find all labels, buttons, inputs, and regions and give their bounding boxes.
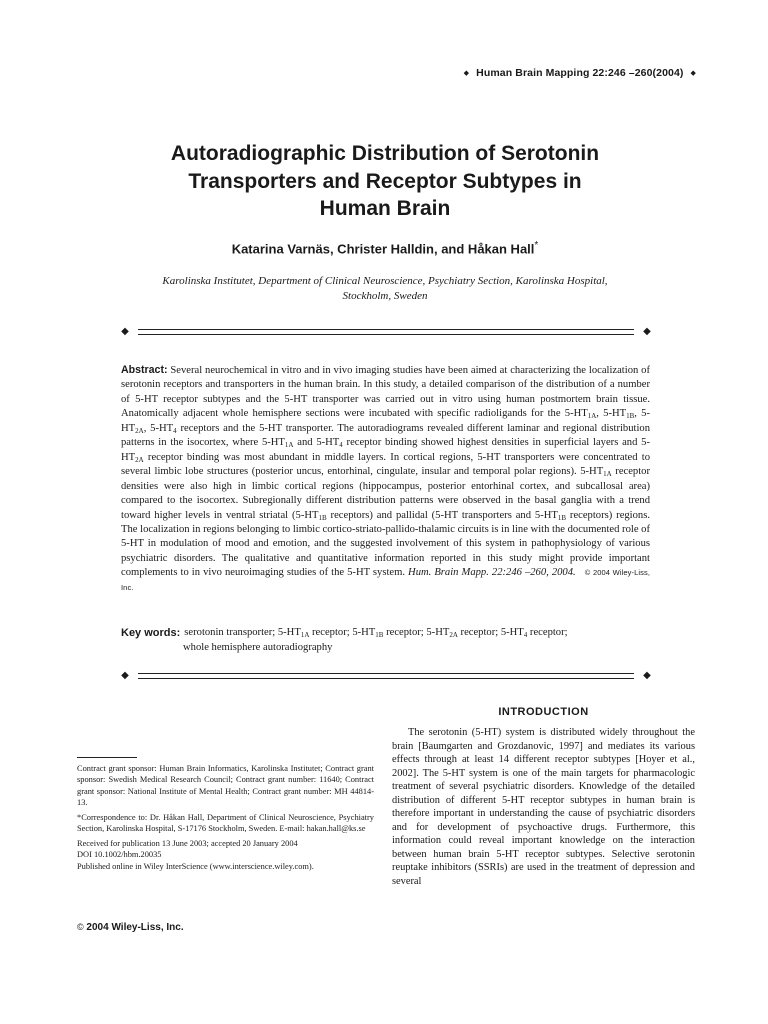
title-line: Autoradiographic Distribution of Serotonin: [170, 142, 600, 165]
author-list: [80, 240, 690, 256]
copyright-text: 2004 Wiley-Liss, Inc.: [86, 922, 184, 933]
affiliation-line: Stockholm, Sweden: [342, 290, 428, 302]
running-head: [464, 67, 696, 79]
corresponding-mark: *: [534, 240, 539, 251]
article-title: [80, 140, 690, 223]
subscript: 1B: [626, 412, 635, 421]
diamond-icon: ◆: [121, 326, 129, 337]
diamond-icon: ◆: [121, 670, 129, 681]
title-line: Transporters and Receptor Subtypes in: [188, 169, 582, 193]
abstract-label: Abstract:: [121, 364, 168, 376]
keywords: [121, 626, 650, 655]
affiliation: [110, 274, 660, 304]
subscript: 4: [173, 426, 177, 435]
diamond-icon: ◆: [643, 670, 651, 681]
subscript: 1B: [557, 513, 567, 522]
subscript: 2A: [135, 455, 144, 464]
diamond-icon: ◆: [690, 69, 696, 77]
abstract-text: Several neurochemical in vitro and in vivo imaging studies have been aimed at characterizing the localization of serotonin receptors and transporters in the human brain. In this study, a detailed comparison of the distribution of a number of 5-HT receptor subtypes and the 5-HT transporter was carried out in vitro using human postmortem brain tissue. Anatomically adjacent whole hemisphere sections were incubated with specific radioligands for the 5-HT: [121, 365, 650, 420]
separator-top: [120, 327, 652, 337]
online-publication: Published online in Wiley InterScience (www.interscience.wiley.com).: [77, 861, 314, 871]
double-rule: [138, 673, 634, 679]
diamond-icon: ◆: [463, 69, 470, 77]
abstract-text: , 5-HT: [596, 408, 627, 420]
abstract-text: receptors) regions. The localization in regions belonging to limbic cortico-striato-pallido-thalamic circuits is in line with the documented role of 5-HT in modulation of mood and emotion, and the suggested involvement of this system in pathophysiology of various psychiatric disorders. The qualitative and quantitative information reported in this study might provide important complements to in vivo neuroimaging studies of the 5-HT system.: [121, 509, 650, 579]
subscript: 4: [339, 441, 343, 450]
keywords-label: Key words:: [121, 627, 181, 639]
received-date: Received for publication 13 June 2003; accepted 20 January 2004: [77, 838, 298, 848]
keywords-text: serotonin transporter; $5-HT_{1A}$ receptor; $5-HT_{1B}$ receptor; $5-HT_{2A}$ receptor; $5-HT_4$ receptor;: [184, 627, 568, 639]
abstract-text: receptor densities were also high in limbic cortical regions (hippocampus, posterior entorhinal cortex, and subcallosal area) compared to the isocortex. Subregionally different distribution patterns were observed in the basal ganglia with a trend toward higher levels in ventral striatal (5-HT: [121, 466, 650, 521]
abstract-text: , 5-HT: [143, 422, 174, 434]
section-heading: INTRODUCTION: [498, 706, 589, 718]
abstract-text: receptors and the 5-HT transporter. The autoradiograms revealed different laminar and regional distribution patterns in the isocortex, where 5-HT: [121, 422, 650, 449]
keywords-line: whole hemisphere autoradiography: [183, 641, 333, 653]
subscript: 1B: [318, 513, 327, 522]
abstract: [121, 363, 650, 595]
author-names: Katarina Varnäs, Christer Halldin, and Håkan Hall: [231, 241, 535, 257]
diamond-icon: ◆: [643, 326, 651, 337]
abstract-text: receptor binding was most abundant in middle layers. In cortical regions, 5-HT transporters were concentrated to several limbic lobe structures (posterior uncus, entorhinal, cingulate, insular and temporal polar regions). 5-HT: [121, 451, 650, 478]
subscript: 2A: [135, 426, 144, 435]
double-rule: [138, 329, 634, 335]
journal-citation: Human Brain Mapping 22:246 –260(2004): [476, 67, 684, 79]
abstract-text: , 5-HT: [121, 408, 650, 434]
title-line: Human Brain: [319, 197, 451, 220]
copyright-icon: ©: [77, 922, 84, 932]
journal-reference: Hum. Brain Mapp. 22:246 –260, 2004.: [408, 567, 576, 579]
doi: DOI 10.1002/hbm.20035: [77, 850, 162, 860]
abstract-text: and 5-HT: [293, 437, 340, 449]
correspondence-footnote: *Correspondence to: Dr. Håkan Hall, Department of Clinical Neuroscience, Psychiatry Section, Karolinska Hospital, S-17176 Stockholm, Sweden. E-mail: hakan.hall@ks.se: [77, 812, 374, 834]
subscript: 1A: [284, 441, 294, 450]
affiliation-line: Karolinska Institutet, Department of Clinical Neuroscience, Psychiatry Section, Karolinska Hospital,: [162, 275, 608, 287]
subscript: 1A: [603, 470, 612, 479]
introduction-paragraph: The serotonin (5-HT) system is distributed widely throughout the brain [Baumgarten and Grozdanovic, 1997] and mediates its various effects through at least 14 different receptor subtypes [Hoyer et al., 2002]. The 5-HT system is one of the main targets for pharmacologic treatment of several psychiatric disorders. Knowledge of the detailed distribution of different 5-HT receptor subtypes in human brain is therefore important in understanding the cause of psychiatric disorders and for development of psychoactive drugs. Furthermore, this information could reveal important knowledge on the interaction between human brain 5-HT receptor subtypes. Selective serotonin reuptake inhibitors (SSRIs) are used in the treatment of depression and several: [392, 727, 695, 888]
footnotes: [77, 763, 374, 872]
separator-bottom: [120, 671, 652, 681]
abstract-text: receptors) and pallidal (5-HT transporters and 5-HT: [326, 509, 558, 521]
abstract-copyright: © 2004 Wiley-Liss, Inc.: [121, 568, 651, 592]
footnote-rule: [77, 757, 137, 758]
grant-footnote: Contract grant sponsor: Human Brain Informatics, Karolinska Institutet; Contract grant sponsor: Swedish Medical Research Council; Contract grant number: 11640; Contract grant sponsor: National Institute of Mental Health; Contract grant number: MH 44814-13.: [77, 764, 374, 808]
subscript: 1A: [587, 412, 597, 421]
abstract-text: receptor binding showed highest densities in superficial layers and 5-HT: [121, 437, 650, 463]
copyright-notice: [77, 922, 184, 933]
